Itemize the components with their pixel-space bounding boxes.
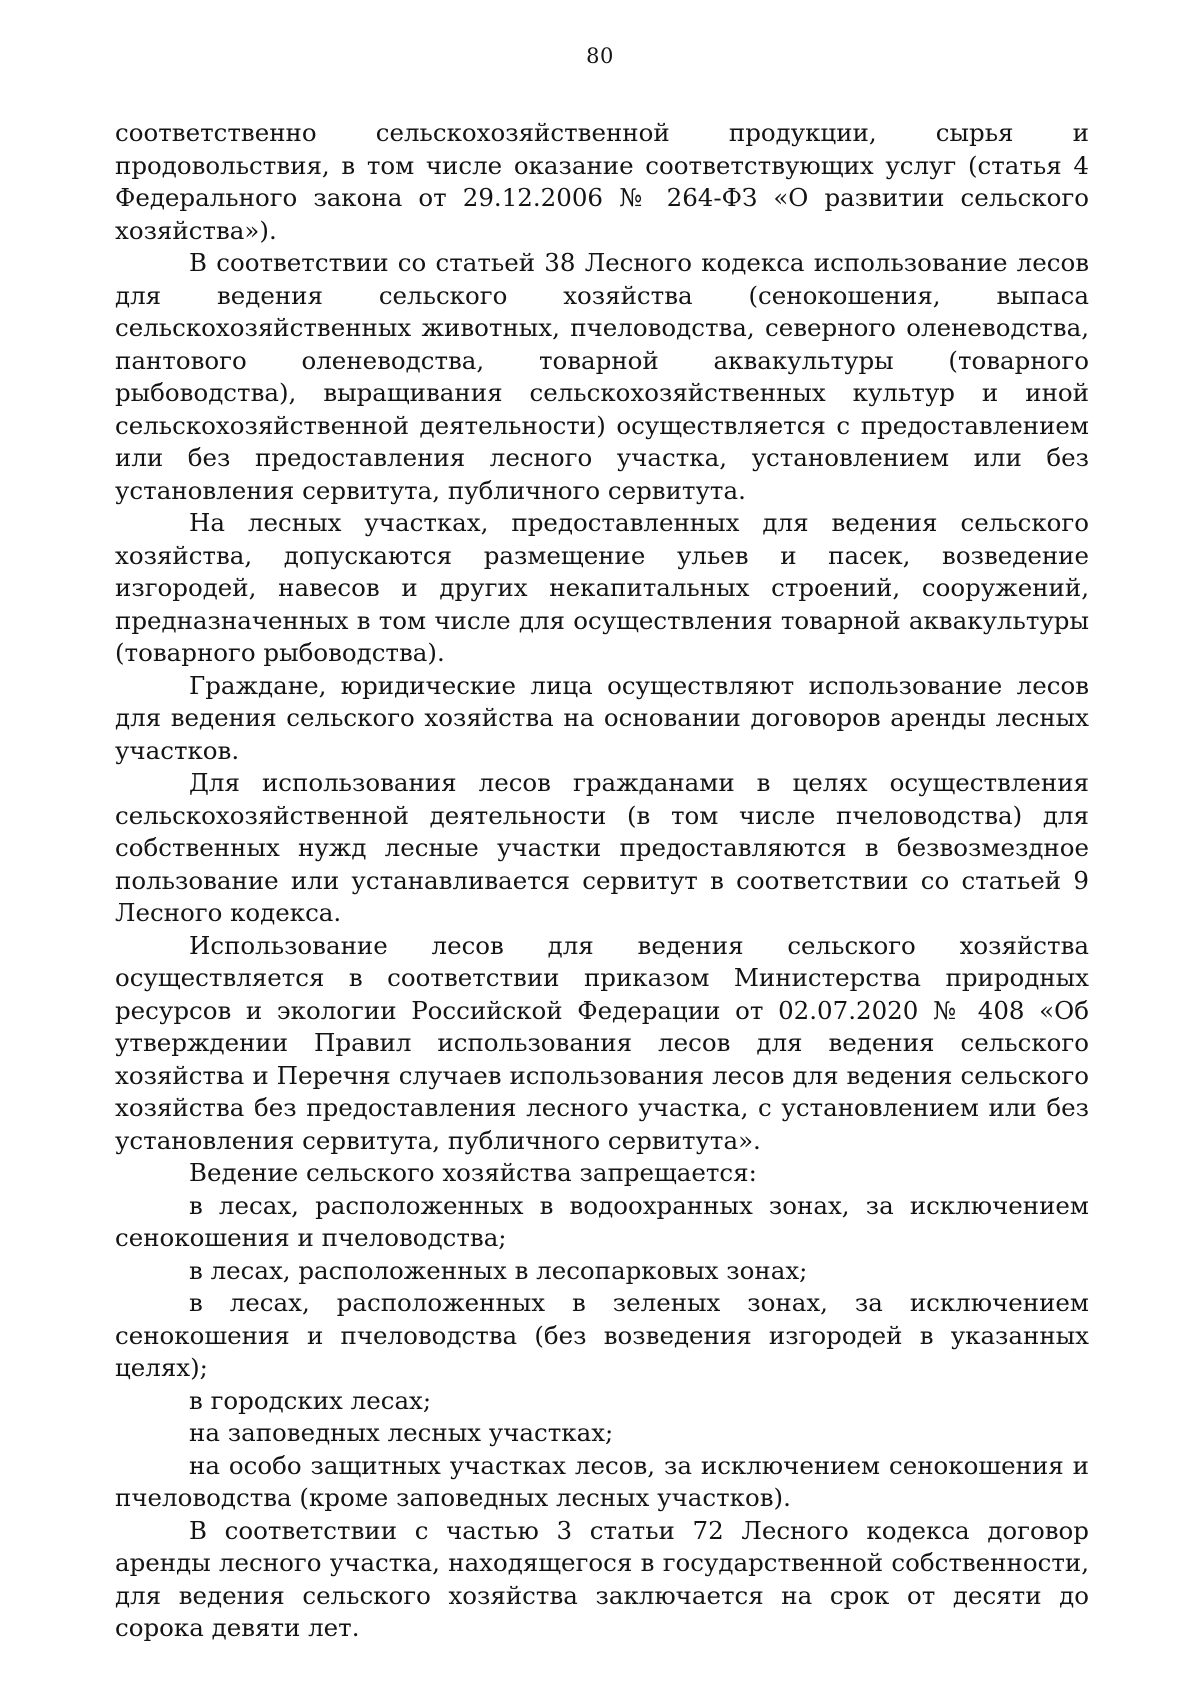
list-item-green-zones: в лесах, расположенных в зеленых зонах, за исключением сенокошения и пчеловодства (без возведения изгородей в указанных целях); (115, 1288, 1089, 1382)
list-item-forest-park: в лесах, расположенных в лесопарковых зонах; (189, 1255, 808, 1285)
paragraph-prohibition-intro: Ведение сельского хозяйства запрещается: (189, 1158, 757, 1187)
paragraph-permitted-structures: На лесных участках, предоставленных для ведения сельского хозяйства, допускаются размещение ульев и пасек, возведение изгородей, навесов и других некапитальных строений, сооружений, предназначенных в том числе для осуществления товарной аквакультуры (товарного рыбоводства). (115, 508, 1089, 667)
list-item-water-protection: в лесах, расположенных в водоохранных зонах, за исключением сенокошения и пчеловодства; (115, 1190, 1089, 1252)
document-body (115, 117, 1089, 1645)
page-number: 80 (586, 44, 614, 68)
paragraph-continuation: соответственно сельскохозяйственной продукции, сырья и продовольствия, в том числе оказание соответствующих услуг (статья 4 Федерального закона от 29.12.2006 № 264-ФЗ «О развитии сельского хозяйства»). (115, 118, 1089, 245)
list-item-protective-plots: на особо защитных участках лесов, за исключением сенокошения и пчеловодства (кроме заповедных лесных участков). (115, 1450, 1089, 1512)
paragraph-order-408: Использование лесов для ведения сельского хозяйства осуществляется в соответствии приказом Министерства природных ресурсов и экологии Российской Федерации от 02.07.2020 № 408 «Об утверждении Правил использования лесов для ведения сельского хозяйства и Перечня случаев использования лесов для ведения сельского хозяйства без предоставления лесного участка, с установлением или без установления сервитута, публичного сервитута». (115, 930, 1089, 1155)
paragraph-article-38: В соответствии со статьей 38 Лесного кодекса использование лесов для ведения сельского хозяйства (сенокошения, выпаса сельскохозяйственных животных, пчеловодства, северного оленеводства, пантового оленеводства, товарной аквакультуры (товарного рыбоводства), выращивания сельскохозяйственных культур и иной сельскохозяйственной деятельности) осуществляется с предоставлением или без предоставления лесного участка, установлением или без установления сервитута, публичного сервитута. (115, 248, 1089, 505)
list-item-reserved-plots: на заповедных лесных участках; (189, 1418, 614, 1447)
paragraph-article-72: В соответствии с частью 3 статьи 72 Лесного кодекса договор аренды лесного участка, находящегося в государственной собственности, для ведения сельского хозяйства заключается на срок от десяти до сорока девяти лет. (115, 1515, 1089, 1642)
list-item-urban-forests: в городских лесах; (189, 1385, 432, 1415)
paragraph-free-use: Для использования лесов гражданами в целях осуществления сельскохозяйственной деятельности (в том числе пчеловодства) для собственных нужд лесные участки предоставляются в безвозмездное пользование или устанавливается сервитут в соответствии со статьей 9 Лесного кодекса. (115, 768, 1089, 927)
paragraph-lease-basis: Граждане, юридические лица осуществляют использование лесов для ведения сельского хозяйства на основании договоров аренды лесных участков. (115, 670, 1089, 765)
